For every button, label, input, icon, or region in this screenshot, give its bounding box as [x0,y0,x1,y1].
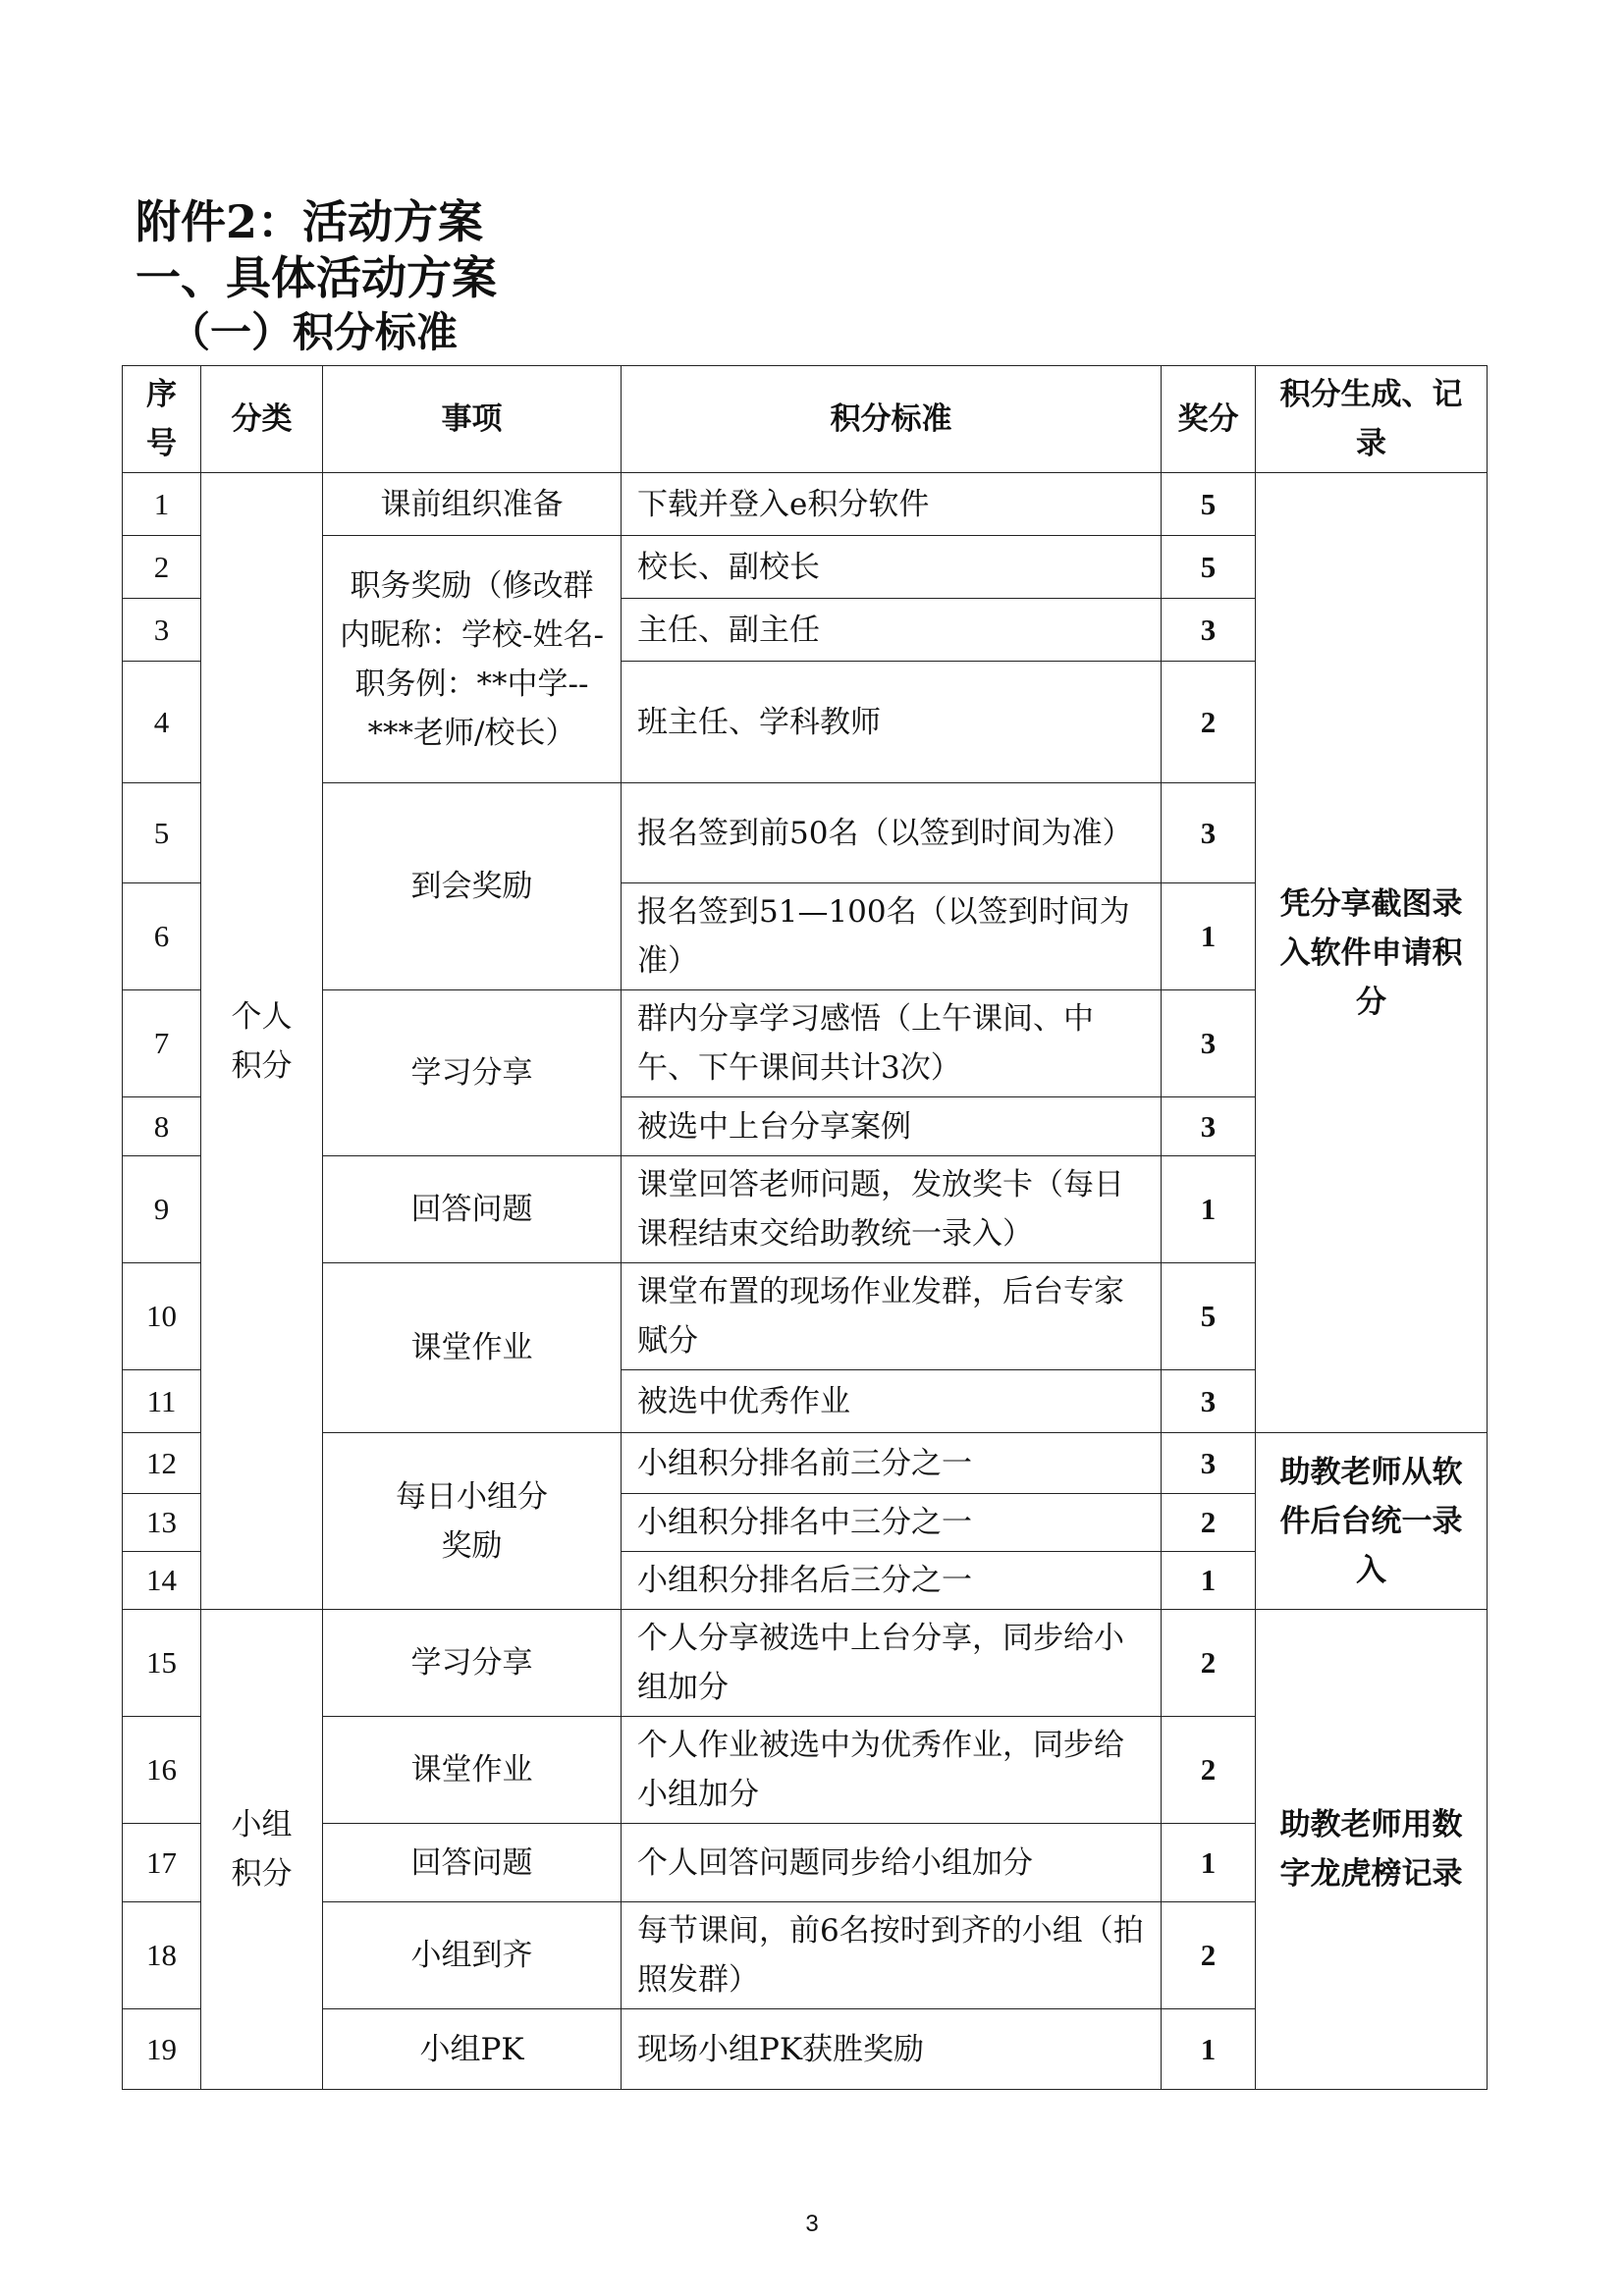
item-cell: 课堂作业 [323,1263,622,1433]
standard-cell: 报名签到51—100名（以签到时间为准） [622,883,1162,990]
item-cell: 课堂作业 [323,1717,622,1824]
record-cell: 助教老师用数字龙虎榜记录 [1256,1610,1488,2090]
points-cell: 3 [1162,1370,1256,1433]
page-number: 3 [805,2211,819,2237]
row-no: 12 [123,1433,201,1494]
points-cell: 2 [1162,1494,1256,1552]
row-no: 11 [123,1370,201,1433]
row-no: 5 [123,783,201,883]
item-cell: 学习分享 [323,990,622,1156]
item-cell: 回答问题 [323,1824,622,1902]
header-no: 序号 [123,366,201,473]
item-cell: 到会奖励 [323,783,622,990]
points-cell: 2 [1162,1610,1256,1717]
header-standard: 积分标准 [622,366,1162,473]
table-header-row [123,366,1488,473]
table-row [123,1610,1488,1717]
standard-cell: 报名签到前50名（以签到时间为准） [622,783,1162,883]
category-group: 小组积分 [201,1610,323,2090]
item-cell: 职务奖励（修改群内昵称：学校-姓名-职务例：**中学--***老师/校长） [323,536,622,783]
standard-cell: 个人回答问题同步给小组加分 [622,1824,1162,1902]
standard-cell: 每节课间，前6名按时到齐的小组（拍照发群） [622,1902,1162,2009]
standard-cell: 课堂布置的现场作业发群，后台专家赋分 [622,1263,1162,1370]
doc-heading-annex: 附件2：活动方案 [135,195,484,248]
item-cell: 回答问题 [323,1156,622,1263]
header-category: 分类 [201,366,323,473]
standard-cell: 班主任、学科教师 [622,662,1162,783]
points-cell: 1 [1162,1156,1256,1263]
header-points: 奖分 [1162,366,1256,473]
row-no: 16 [123,1717,201,1824]
row-no: 6 [123,883,201,990]
header-record: 积分生成、记录 [1256,366,1488,473]
standard-cell: 校长、副校长 [622,536,1162,599]
standard-cell: 小组积分排名后三分之一 [622,1552,1162,1610]
record-cell: 凭分享截图录入软件申请积分 [1256,473,1488,1433]
row-no: 13 [123,1494,201,1552]
standard-cell: 小组积分排名前三分之一 [622,1433,1162,1494]
standard-cell: 主任、副主任 [622,599,1162,662]
header-item: 事项 [323,366,622,473]
record-cell: 助教老师从软件后台统一录入 [1256,1433,1488,1610]
points-cell: 5 [1162,536,1256,599]
item-cell: 小组PK [323,2009,622,2090]
points-cell: 3 [1162,1433,1256,1494]
row-no: 2 [123,536,201,599]
doc-heading-subsection: （一）积分标准 [169,308,459,356]
points-cell: 2 [1162,662,1256,783]
row-no: 17 [123,1824,201,1902]
table-row [123,473,1488,536]
standard-cell: 群内分享学习感悟（上午课间、中午、下午课间共计3次） [622,990,1162,1097]
standard-cell: 个人作业被选中为优秀作业，同步给小组加分 [622,1717,1162,1824]
standard-cell: 小组积分排名中三分之一 [622,1494,1162,1552]
points-cell: 5 [1162,473,1256,536]
doc-heading-section: 一、具体活动方案 [135,251,497,304]
points-cell: 1 [1162,1824,1256,1902]
row-no: 19 [123,2009,201,2090]
item-cell: 学习分享 [323,1610,622,1717]
table-row [123,1433,1488,1494]
item-cell: 小组到齐 [323,1902,622,2009]
points-cell: 2 [1162,1902,1256,2009]
row-no: 10 [123,1263,201,1370]
points-cell: 3 [1162,1097,1256,1156]
points-cell: 5 [1162,1263,1256,1370]
row-no: 14 [123,1552,201,1610]
points-cell: 1 [1162,1552,1256,1610]
row-no: 3 [123,599,201,662]
item-cell: 课前组织准备 [323,473,622,536]
row-no: 1 [123,473,201,536]
points-standard-table [122,365,1488,2090]
points-cell: 1 [1162,2009,1256,2090]
standard-cell: 课堂回答老师问题，发放奖卡（每日课程结束交给助教统一录入） [622,1156,1162,1263]
points-cell: 3 [1162,783,1256,883]
row-no: 9 [123,1156,201,1263]
row-no: 7 [123,990,201,1097]
points-cell: 3 [1162,990,1256,1097]
category-personal: 个人积分 [201,473,323,1610]
standard-cell: 被选中上台分享案例 [622,1097,1162,1156]
points-cell: 3 [1162,599,1256,662]
item-cell: 每日小组分奖励 [323,1433,622,1610]
row-no: 8 [123,1097,201,1156]
standard-cell: 下载并登入e积分软件 [622,473,1162,536]
row-no: 18 [123,1902,201,2009]
points-cell: 1 [1162,883,1256,990]
standard-cell: 个人分享被选中上台分享，同步给小组加分 [622,1610,1162,1717]
points-cell: 2 [1162,1717,1256,1824]
standard-cell: 被选中优秀作业 [622,1370,1162,1433]
row-no: 4 [123,662,201,783]
row-no: 15 [123,1610,201,1717]
standard-cell: 现场小组PK获胜奖励 [622,2009,1162,2090]
